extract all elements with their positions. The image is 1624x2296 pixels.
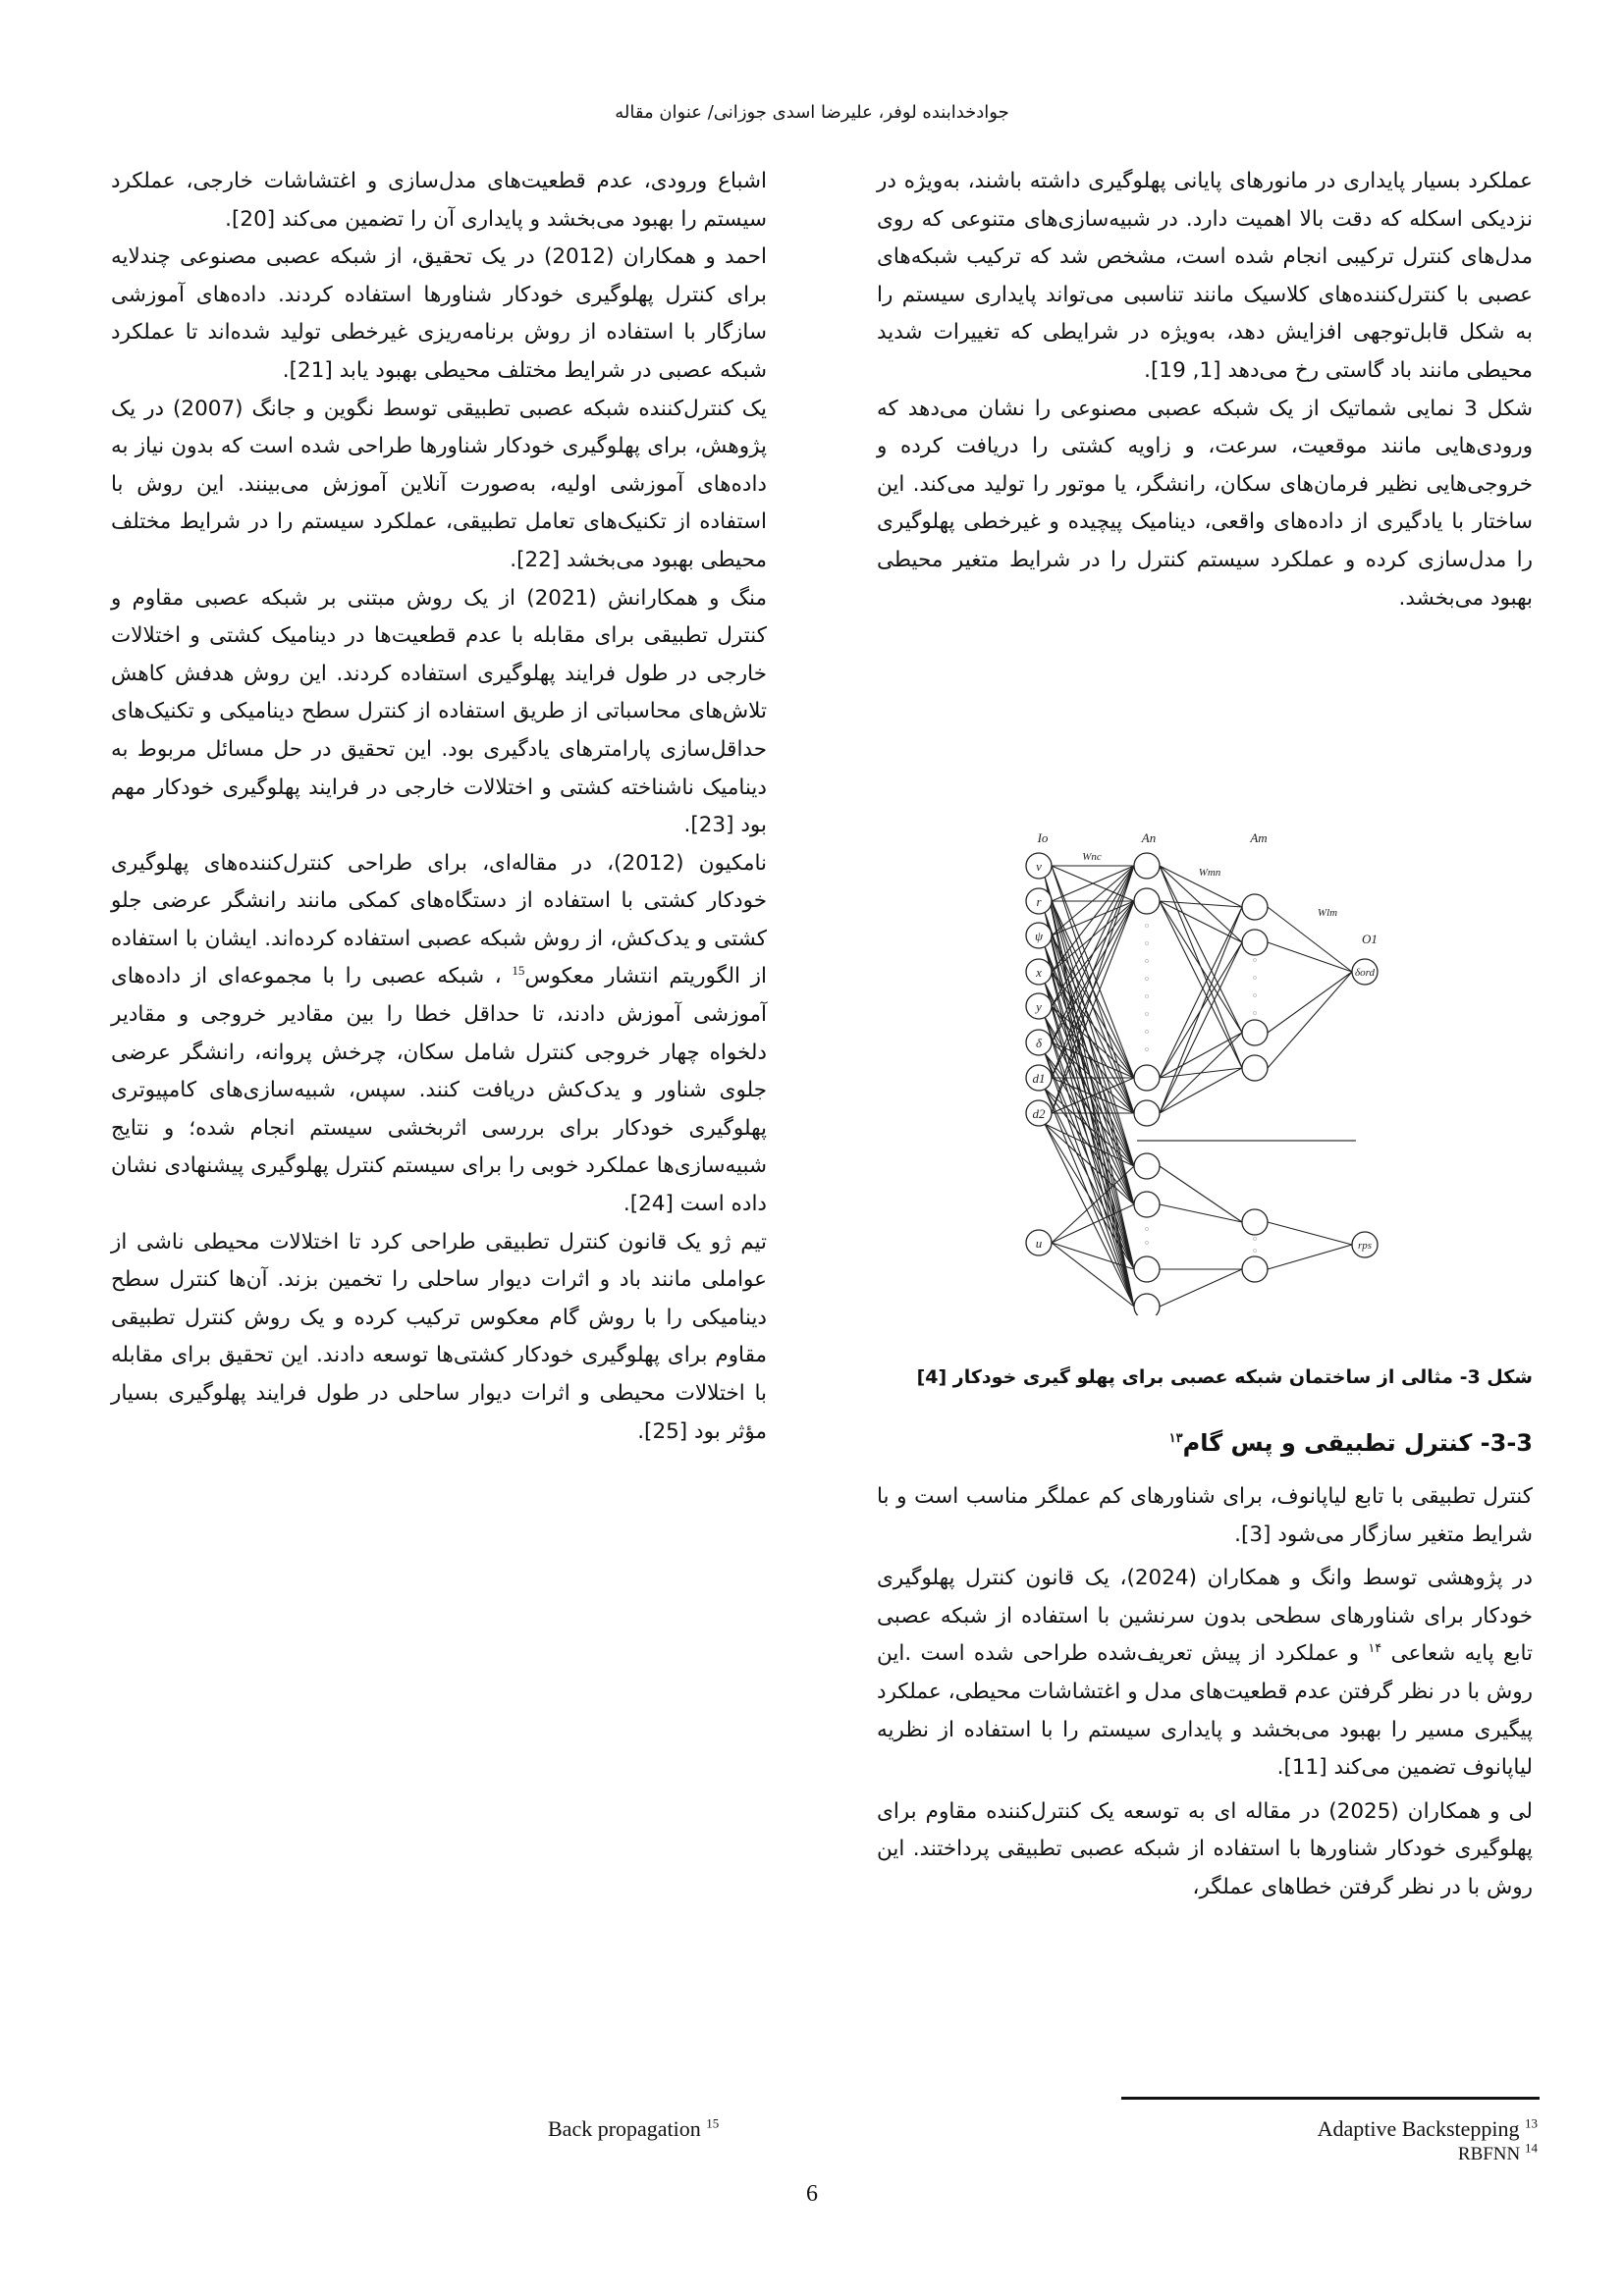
node-rps: rps <box>1357 1240 1373 1252</box>
page-number: 6 <box>806 2181 818 2207</box>
node-v: v <box>1036 859 1042 874</box>
output-layer <box>1352 959 1378 1257</box>
node-psi: ψ <box>1034 929 1044 943</box>
node-r: r <box>1036 894 1042 909</box>
footnote-number: 15 <box>706 2115 720 2131</box>
paragraph: اشباع ورودی، عدم قطعیت‌های مدل‌سازی و اغتشاشات خارجی، عملکرد سیستم را بهبود می‌بخشد و پایداری آن را تضمین می‌کند [20]. <box>111 169 767 232</box>
layer-label-am: Am <box>1250 830 1268 845</box>
paragraph: کنترل تطبیقی با تابع لیاپانوف، برای شناورهای کم عملگر مناسب است و با شرایط متغیر سازگار می‌شود [3]. <box>877 1484 1533 1547</box>
node-y: y <box>1036 999 1042 1014</box>
input-layer <box>1026 853 1052 1255</box>
paragraph: یک کنترل‌کننده شبکه عصبی تطبیقی توسط نگوین و جانگ (2007) در یک پژوهش، برای پهلوگیری خودکار شناورها طراحی شده است که بدون نیاز به داده‌های آموزشی اولیه، به‌صورت آنلاین آموزش می‌بینند. این روش با استفاده از تکنیک‌های تعامل تطبیقی، عملکرد سیستم را در شرایط مختلف محیطی بهبود می‌بخشد [22]. <box>111 396 767 572</box>
section-title-text: کنترل تطبیقی و پس گام <box>1182 1429 1473 1457</box>
paragraph-text: نامکیون (2012)، در مقاله‌ای، برای طراحی کنترل‌کننده‌های پهلوگیری خودکار کشتی با استفاده از دستگاه‌های کمکی مانند رانشگر عرضی جلو کشتی و یدک‌کش، از روش شبکه عصبی استفاده کرده‌اند. ایشان با استفاده از الگوریتم انتشار معکوس <box>111 850 767 989</box>
weight-label-3: Wlm <box>1317 907 1338 919</box>
paragraph-text: و عملکرد از پیش تعریف‌شده طراحی شده است .این روش با در نظر گرفتن عدم قطعیت‌های مدل و اغتشاشات محیطی، عملکرد پیگیری مسیر را بهبود می‌بخشد و پایداری سیستم را با استفاده از نظریه لیاپانوف تضمین می‌کند [11]. <box>877 1641 1533 1781</box>
neural-network-diagram <box>1011 825 1502 1315</box>
paragraph: شکل 3 نمایی شماتیک از یک شبکه عصبی مصنوعی را نشان می‌دهد که ورودی‌هایی مانند موقعیت، سرعت، و زاویه کشتی را دریافت کرده و خروجی‌هایی نظیر فرمان‌های سکان، رانشگر، یا موتور را تولید می‌کند. این ساختار با یادگیری از داده‌های واقعی، دینامیک پیچیده و غیرخطی پهلوگیری را مدل‌سازی کرده و عملکرد سیستم کنترل را در شرایط متغیر محیطی بهبود می‌بخشد. <box>877 396 1533 611</box>
node-d1: d1 <box>1032 1071 1046 1086</box>
node-delta-ord: δord <box>1355 967 1375 979</box>
weight-label-2: Wmn <box>1198 867 1221 879</box>
footnote-rule <box>1121 2097 1540 2100</box>
node-x: x <box>1036 965 1042 980</box>
paragraph: لی و همکاران (2025) در مقاله ای به توسعه یک کنترل‌کننده مقاوم برای پهلوگیری خودکار شناورها با استفاده از شبکه عصبی تطبیقی پرداختند. این روش با در نظر گرفتن خطاهای عملگر، <box>877 1798 1533 1899</box>
paragraph <box>877 1560 1533 1788</box>
layer-label-an: An <box>1141 830 1157 845</box>
layer-label-input: Io <box>1037 830 1049 845</box>
paragraph <box>111 845 767 1224</box>
footnote-ref-13[interactable]: ۱۳ <box>1168 1430 1183 1445</box>
footnote-15 <box>548 2116 719 2142</box>
footnote-ref-15[interactable]: 15 <box>512 963 525 979</box>
running-header: جوادخدابنده لوفر، علیرضا اسدی جوزانی/ عنوان مقاله <box>615 102 1009 123</box>
ellipsis-dots <box>1146 925 1257 1253</box>
figure-caption: شکل 3- مثالی از ساختمان شبکه عصبی برای پهلو گیری خودکار [4] <box>916 1366 1533 1388</box>
footnote-number: 13 <box>1525 2115 1538 2131</box>
node-d2: d2 <box>1032 1106 1046 1121</box>
section-heading <box>877 1429 1533 1457</box>
hidden-layer-an <box>1134 853 1160 1315</box>
footnote-13 <box>1318 2116 1538 2142</box>
right-column-top <box>877 163 1533 617</box>
paragraph-text: ، شبکه عصبی را با مجموعه‌ای از داده‌های آموزشی آموزش دادند، تا حداقل خطا را بین مقادیر خروجی و مقادیر دلخواه چهار خروجی کنترل شامل سکان، چرخش پروانه، رانشگر عرضی جلوی شناور و یدک‌کش دریافت کنند. سپس، شبیه‌سازی‌های کامپیوتری پهلوگیری خودکار برای بررسی اثربخشی سیستم انجام شده؛ و نتایج شبیه‌سازی‌ها عملکرد خوبی را برای سیستم کنترل پهلوگیری پیشنهادی نشان داده است [24]. <box>111 964 767 1217</box>
footnote-text: Back propagation <box>548 2116 701 2141</box>
node-u: u <box>1035 1236 1043 1251</box>
paragraph: تیم ژو یک قانون کنترل تطبیقی طراحی کرد تا اختلالات محیطی ناشی از عواملی مانند باد و اثرات دیوار ساحلی را تخمین بزند. آن‌ها کنترل سطح دینامیکی را با روش گام معکوس ترکیب کرده و یک روش کنترل تطبیقی مقاوم برای پهلوگیری خودکار کشتی‌ها توسعه دادند. این تحقیق برای مقابله با اختلالات محیطی و اثرات دیوار ساحلی در طول فرایند پهلوگیری بسیار مؤثر بود [25]. <box>111 1229 767 1444</box>
footnote-text: Adaptive Backstepping <box>1317 2116 1520 2141</box>
left-column <box>111 163 767 1451</box>
neural-network-figure <box>1011 825 1502 1315</box>
hidden-layer-am <box>1242 894 1268 1282</box>
connections <box>1045 866 1352 1307</box>
paragraph-text: در پژوهشی توسط وانگ و همکاران (2024)، یک قانون کنترل پهلوگیری خودکار برای شناورهای سطحی بدون سرنشین با استفاده از شبکه عصبی تابع پایه شعاعی <box>877 1566 1533 1667</box>
paragraph: احمد و همکاران (2012) در یک تحقیق، از شبکه عصبی مصنوعی چندلایه برای کنترل پهلوگیری خودکار شناورها استفاده کردند. داده‌های آموزشی سازگار با استفاده از روش برنامه‌ریزی غیرخطی تولید شده‌اند تا عملکرد شبکه عصبی در شرایط مختلف محیطی بهبود یابد [21]. <box>111 244 767 383</box>
paragraph: منگ و همکارانش (2021) از یک روش مبتنی بر شبکه عصبی مقاوم و کنترل تطبیقی برای مقابله با عدم قطعیت‌ها در دینامیک کشتی و اختلالات خارجی در طول فرایند پهلوگیری استفاده کردند. این روش هدفش کاهش تلاش‌های محاسباتی از طریق استفاده از کنترل سطح دینامیکی و تکنیک‌های حداقل‌سازی پارامترهای یادگیری بود. این تحقیق در حل مسائل مربوط به دینامیک ناشناخته کشتی و اختلالات خارجی در فرایند پهلوگیری خودکار مهم بود [23]. <box>111 585 767 838</box>
footnote-ref-14[interactable]: ۱۴ <box>1368 1640 1382 1656</box>
layer-label-output: O1 <box>1362 932 1378 946</box>
node-delta: δ <box>1035 1036 1043 1050</box>
footnote-14 <box>1457 2140 1538 2165</box>
footnote-number: 14 <box>1525 2140 1538 2156</box>
paragraph: عملکرد بسیار پایداری در مانورهای پایانی پهلوگیری داشته باشند، به‌ویژه در نزدیکی اسکله که دقت بالا اهمیت دارد. در شبیه‌سازی‌های متنوعی که روی مدل‌های کنترل ترکیبی انجام شده است، مشخص شد که ترکیب شبکه‌های عصبی با کنترل‌کننده‌های کلاسیک مانند تناسبی می‌تواند پایداری سیستم را به شکل قابل‌توجهی افزایش دهد، به‌ویژه در شرایطی که تغییرات شدید محیطی مانند باد گاستی رخ می‌دهد [1, 19]. <box>877 169 1533 383</box>
footnote-text: RBFNN <box>1457 2144 1521 2164</box>
right-column-bottom <box>877 1478 1533 1907</box>
section-number: 3-3- <box>1480 1429 1533 1457</box>
weight-label-1: Wnc <box>1082 851 1102 863</box>
